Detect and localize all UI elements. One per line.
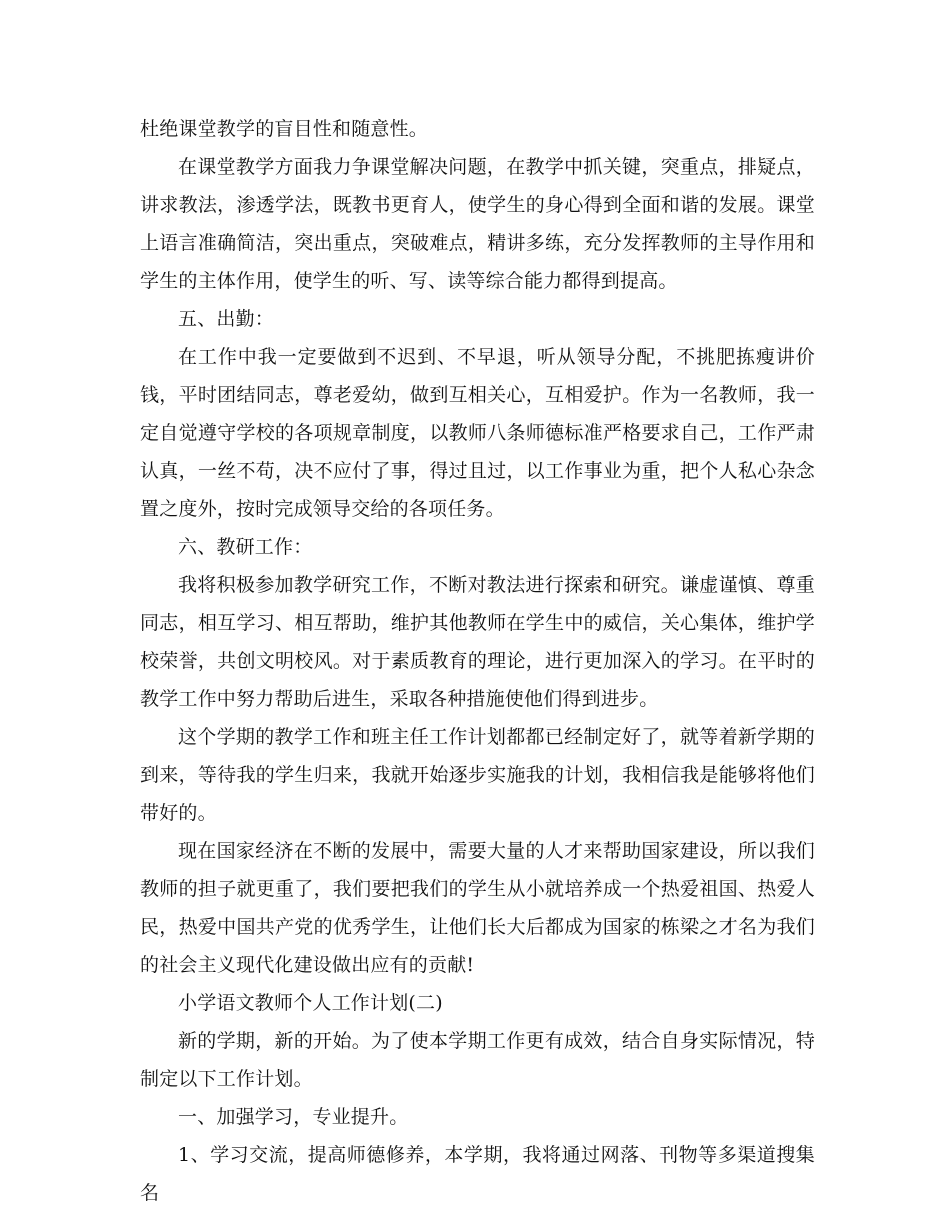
paragraph-new-semester: 新的学期，新的开始。为了使本学期工作更有成效，结合自身实际情况，特制定以下工作计划。 [140,1030,815,1090]
paragraph-learning-exchange: 1、学习交流，提高师德修养，本学期，我将通过网落、刊物等多渠道搜集名 [140,1144,815,1204]
document-body [140,110,815,1212]
paragraph-teaching-research: 我将积极参加教学研究工作，不断对教法进行探索和研究。谦虚谨慎、尊重同志，相互学习、相互帮助，维护其他教师在学生中的威信，关心集体，维护学校荣誉，共创文明校风。对于素质教育的理论，进行更加深入的学习。在平时的教学工作中努力帮助后进生，采取各种措施使他们得到进步。 [140,574,815,710]
paragraph-semester-plan: 这个学期的教学工作和班主任工作计划都都已经制定好了，就等着新学期的到来，等待我的学生归来，我就开始逐步实施我的计划，我相信我是能够将他们带好的。 [140,726,815,824]
section-title-plan-two: 小学语文教师个人工作计划(二) [178,992,443,1014]
paragraph-classroom-teaching: 在课堂教学方面我力争课堂解决问题，在教学中抓关键，突重点，排疑点，讲求教法，渗透学法，既教书更育人，使学生的身心得到全面和谐的发展。课堂上语言准确简洁，突出重点，突破难点，精讲多练，充分发挥教师的主导作用和学生的主体作用，使学生的听、写、读等综合能力都得到提高。 [140,156,815,292]
heading-teaching-research: 六、教研工作： [178,536,313,558]
heading-attendance: 五、出勤： [178,308,275,330]
paragraph-attendance: 在工作中我一定要做到不迟到、不早退，听从领导分配，不挑肥拣瘦讲价钱，平时团结同志，尊老爱幼，做到互相关心，互相爱护。作为一名教师，我一定自觉遵守学校的各项规章制度，以教师八条师德标准严格要求自己，工作严肃认真，一丝不苟，决不应付了事，得过且过，以工作事业为重，把个人私心杂念置之度外，按时完成领导交给的各项任务。 [140,346,815,520]
paragraph-continuation: 杜绝课堂教学的盲目性和随意性。 [140,118,429,140]
paragraph-national-development: 现在国家经济在不断的发展中，需要大量的人才来帮助国家建设，所以我们教师的担子就更重了，我们要把我们的学生从小就培养成一个热爱祖国、热爱人民，热爱中国共产党的优秀学生，让他们长大后都成为国家的栋梁之才名为我们的社会主义现代化建设做出应有的贡献! [140,840,815,976]
heading-strengthen-learning: 一、加强学习，专业提升。 [178,1106,409,1128]
